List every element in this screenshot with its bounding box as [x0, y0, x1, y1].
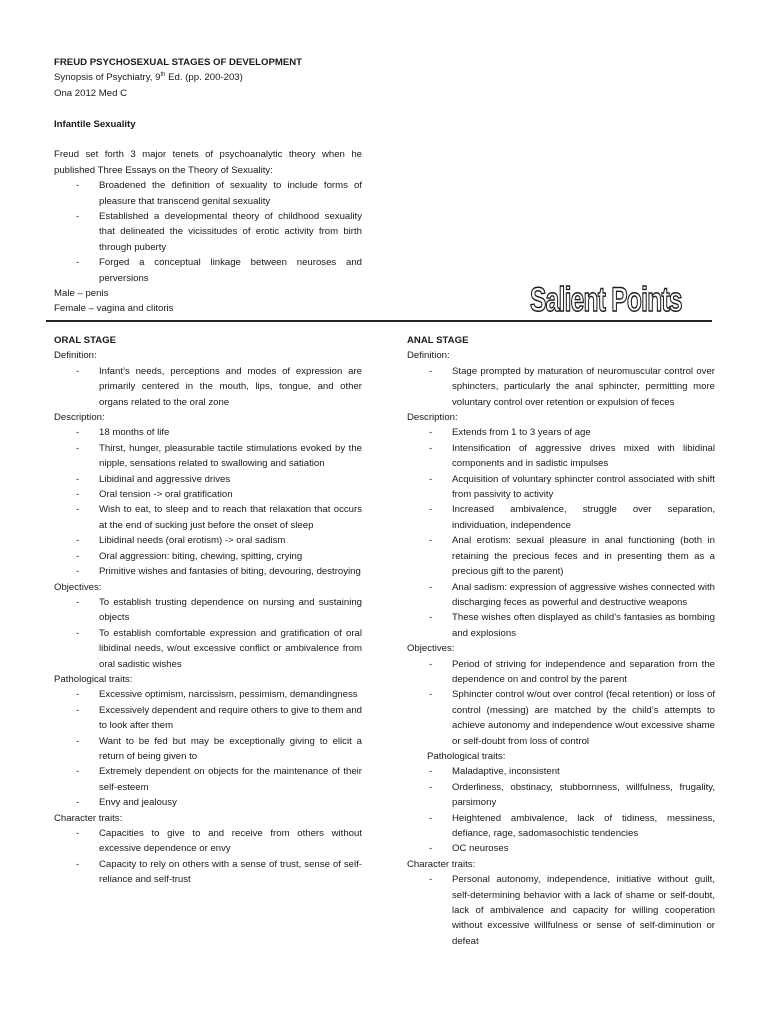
dash-bullet: -: [429, 689, 433, 701]
oral-stage-title: ORAL STAGE: [54, 335, 117, 346]
list-item: [54, 734, 362, 765]
anal-character-label: Character traits:: [407, 858, 476, 870]
dash-bullet: -: [76, 180, 80, 192]
list-item: [407, 780, 715, 811]
list-item: [407, 533, 715, 579]
list-item: [407, 610, 715, 641]
dash-bullet: -: [429, 442, 433, 454]
dash-bullet: -: [429, 843, 433, 855]
dash-bullet: -: [429, 612, 433, 624]
list-item: [54, 626, 362, 672]
list-item: [54, 255, 362, 286]
list-item: [407, 811, 715, 842]
male-line: Male – penis: [54, 288, 109, 300]
document-header: [54, 55, 362, 101]
dash-bullet: -: [76, 704, 80, 716]
dash-bullet: -: [76, 627, 80, 639]
list-item-text: Increased ambivalence, struggle over separation, individuation, independence: [452, 504, 715, 531]
list-item-text: Excessively dependent and require others to give to them and to look after them: [99, 704, 362, 732]
dash-bullet: -: [76, 473, 80, 485]
anal-objectives-list: [407, 657, 715, 749]
dash-bullet: -: [76, 365, 80, 377]
list-item-text: Intensification of aggressive drives mixed with libidinal components and in sadistic impulses: [452, 442, 715, 470]
list-item-text: Anal sadism: expression of aggressive wishes connected with discharging feces as powerful and destructive weapons: [452, 581, 715, 608]
list-item: [54, 441, 362, 472]
list-item: [407, 657, 715, 688]
dash-bullet: -: [76, 427, 80, 439]
list-item: [407, 687, 715, 749]
anal-stage-title: ANAL STAGE: [407, 335, 469, 346]
anal-definition-label: Definition:: [407, 350, 450, 362]
source-pages: Ed. (pp. 200-203): [165, 72, 243, 84]
dash-bullet: -: [76, 535, 80, 547]
list-item-text: Primitive wishes and fantasies of biting, devouring, destroying: [99, 566, 361, 578]
female-line: Female – vagina and clitoris: [54, 303, 174, 315]
dash-bullet: -: [429, 365, 433, 377]
dash-bullet: -: [76, 442, 80, 454]
list-item-text: Excessive optimism, narcissism, pessimism, demandingness: [99, 689, 358, 701]
dash-bullet: -: [76, 566, 80, 578]
anal-stage-column: [407, 333, 715, 949]
source-citation: [54, 70, 362, 85]
oral-definition-list: [54, 364, 362, 410]
list-item: [54, 703, 362, 734]
list-item: [407, 764, 715, 779]
list-item: [54, 178, 362, 209]
dash-bullet: -: [76, 858, 80, 870]
list-item: [407, 872, 715, 949]
list-item: [407, 502, 715, 533]
list-item: [54, 502, 362, 533]
dash-bullet: -: [429, 766, 433, 778]
dash-bullet: -: [429, 658, 433, 670]
dash-bullet: -: [76, 489, 80, 501]
list-item: [54, 364, 362, 410]
dash-bullet: -: [76, 689, 80, 701]
oral-stage-column: [54, 333, 362, 888]
list-item: [407, 425, 715, 440]
dash-bullet: -: [76, 828, 80, 839]
list-item-text: Extends from 1 to 3 years of age: [452, 427, 591, 439]
tenets-list: [54, 178, 362, 286]
list-item: [54, 209, 362, 255]
document-title: FREUD PSYCHOSEXUAL STAGES OF DEVELOPMENT: [54, 57, 303, 68]
list-item-text: Maladaptive, inconsistent: [452, 766, 560, 778]
dash-bullet: -: [429, 874, 433, 886]
oral-character-label: Character traits:: [54, 812, 123, 824]
list-item-text: Capacity to rely on others with a sense of trust, sense of self-reliance and self-trust: [99, 858, 362, 886]
oral-definition-label: Definition:: [54, 350, 97, 362]
list-item-text: Envy and jealousy: [99, 797, 177, 809]
list-item: [407, 580, 715, 611]
list-item-text: Heightened ambivalence, lack of tidiness, messiness, defiance, rage, sadomasochistic tendencies: [452, 812, 715, 839]
anal-pathological-label: Pathological traits:: [427, 750, 506, 762]
section-heading: Infantile Sexuality: [54, 119, 136, 130]
oral-description-list: [54, 425, 362, 579]
dash-bullet: -: [76, 257, 80, 269]
list-item: [54, 795, 362, 810]
list-item: [407, 364, 715, 410]
infantile-sexuality-section: [54, 117, 362, 317]
list-item-text: Broadened the definition of sexuality to include forms of pleasure that transcend genital sexuality: [99, 180, 362, 207]
list-item: [407, 441, 715, 472]
list-item-text: Extremely dependent on objects for the maintenance of their self-esteem: [99, 766, 362, 793]
list-item-text: Oral aggression: biting, chewing, spitting, crying: [99, 550, 303, 562]
list-item: [54, 425, 362, 440]
list-item: [54, 487, 362, 502]
dash-bullet: -: [76, 596, 80, 608]
list-item: [54, 472, 362, 487]
list-item: [54, 549, 362, 564]
anal-character-list: [407, 872, 715, 949]
section-divider: [46, 320, 712, 322]
list-item-text: Forged a conceptual linkage between neuroses and perversions: [99, 257, 362, 284]
anal-objectives-label: Objectives:: [407, 643, 455, 655]
dash-bullet: -: [429, 812, 433, 824]
list-item: [407, 472, 715, 503]
dash-bullet: -: [429, 535, 433, 547]
list-item-text: To establish trusting dependence on nursing and sustaining objects: [99, 596, 362, 624]
list-item-text: Libidinal and aggressive drives: [99, 473, 231, 485]
list-item-text: To establish comfortable expression and gratification of oral libidinal needs, w/out excessive conflict or ambivalence from oral sadistic wishes: [99, 627, 362, 670]
list-item-text: Anal erotism: sexual pleasure in anal functioning (both in retaining the precious feces and in presenting them as a precious gift to the parent): [452, 535, 715, 578]
list-item-text: Sphincter control w/out over control (fecal retention) or loss of control (messing) are matched by the child’s attempts to achieve autonomy and independence w/out excessive shame or self-doubt from loss of control: [452, 689, 715, 747]
dash-bullet: -: [429, 581, 433, 593]
anal-pathological-list: [407, 764, 715, 856]
oral-description-label: Description:: [54, 412, 105, 424]
dash-bullet: -: [76, 735, 80, 747]
list-item-text: 18 months of life: [99, 427, 170, 439]
list-item-text: Thirst, hunger, pleasurable tactile stimulations evoked by the nipple, sensations related to swallowing and satiation: [99, 442, 362, 470]
oral-pathological-label: Pathological traits:: [54, 673, 133, 685]
list-item-text: Established a developmental theory of childhood sexuality that delineated the vicissitudes of erotic activity from birth through puberty: [99, 211, 362, 253]
list-item-text: Stage prompted by maturation of neuromuscular control over sphincters, particularly the anal sphincter, permitting more voluntary control over retention or expulsion of feces: [452, 365, 715, 408]
list-item: [54, 595, 362, 626]
anal-description-list: [407, 425, 715, 641]
oral-pathological-list: [54, 687, 362, 810]
list-item-text: Want to be fed but may be exceptionally giving to elicit a return of being given to: [99, 735, 362, 762]
anal-definition-list: [407, 364, 715, 410]
list-item-text: Oral tension -> oral gratification: [99, 489, 233, 501]
list-item: [54, 687, 362, 702]
salient-points-stamp: Salient Points: [530, 281, 682, 319]
author-line: Ona 2012 Med C: [54, 87, 128, 99]
intro-paragraph: Freud set forth 3 major tenets of psychoanalytic theory when he published Three Essays on the Theory of Sexuality:: [54, 149, 362, 176]
dash-bullet: -: [429, 473, 433, 485]
list-item: [54, 857, 362, 888]
dash-bullet: -: [76, 797, 80, 809]
list-item: [54, 826, 362, 857]
oral-objectives-label: Objectives:: [54, 581, 102, 593]
list-item: [54, 564, 362, 579]
dash-bullet: -: [429, 504, 433, 516]
source-text: Synopsis of Psychiatry, 9: [54, 72, 161, 84]
list-item-text: Wish to eat, to sleep and to reach that relaxation that occurs at the end of sucking just before the onset of sleep: [99, 504, 362, 531]
list-item-text: Orderliness, obstinacy, stubbornness, willfulness, frugality, parsimony: [452, 781, 715, 809]
anal-description-label: Description:: [407, 412, 458, 424]
list-item-text: Libidinal needs (oral erotism) -> oral sadism: [99, 535, 286, 547]
dash-bullet: -: [429, 781, 433, 793]
list-item-text: OC neuroses: [452, 843, 509, 855]
source-superscript: th: [160, 72, 166, 79]
dash-bullet: -: [76, 211, 80, 223]
list-item: [54, 533, 362, 548]
list-item-text: Capacities to give to and receive from others without excessive dependence or envy: [99, 828, 362, 855]
list-item: [407, 841, 715, 856]
oral-character-list: [54, 826, 362, 888]
dash-bullet: -: [429, 427, 433, 439]
dash-bullet: -: [76, 550, 80, 562]
list-item: [54, 764, 362, 795]
dash-bullet: -: [76, 766, 80, 778]
oral-objectives-list: [54, 595, 362, 672]
list-item-text: Infant’s needs, perceptions and modes of expression are primarily centered in the mouth, lips, tongue, and other organs related to the oral zone: [99, 365, 362, 408]
list-item-text: These wishes often displayed as child’s fantasies as bombing and explosions: [452, 612, 715, 639]
list-item-text: Period of striving for independence and separation from the dependence on and control by the parent: [452, 658, 715, 685]
list-item-text: Acquisition of voluntary sphincter control associated with shift from passivity to activity: [452, 473, 715, 501]
list-item-text: Personal autonomy, independence, initiative without guilt, self-determining behavior with a lack of shame or self-doubt, lack of ambivalence and capacity for willing cooperation without excessive willfulness or sense of self-diminution or defeat: [452, 874, 715, 947]
dash-bullet: -: [76, 504, 80, 516]
